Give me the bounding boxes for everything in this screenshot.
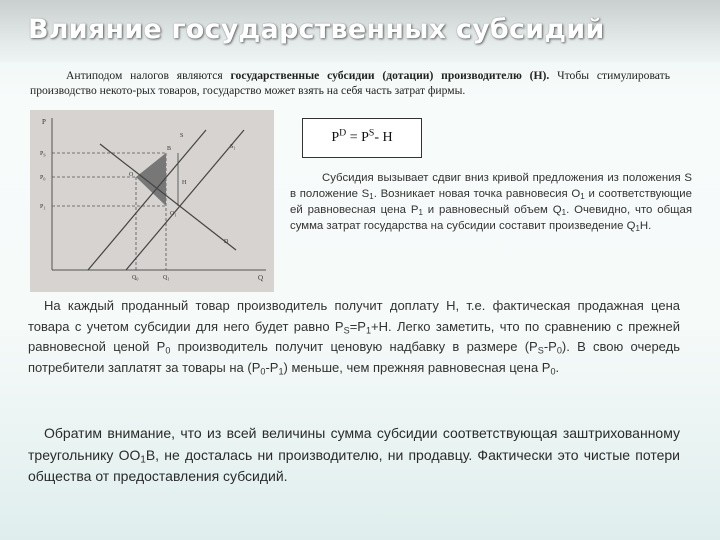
label-b: B [167,146,172,152]
label-h: H [182,180,187,186]
label-s1: $S_1$ [230,144,236,151]
slide-title: Влияние государственных субсидий [28,14,605,45]
subsidy-price-paragraph: На каждый проданный товар производитель получит доплату H, т.е. фактическая продажная цена товара с учетом субсидии для него будет равно $P_S=P_1+H$. Легко заметить, что по сравнению с прежней равновесной ценой $P_0$ производитель получит ценовую надбавку в размере $(P_S-P_0)$. В свою очередь потребители заплатят за товары на $(P_0-P_1)$ меньше, чем прежняя равновесная цена $P_0$. [28,298,680,376]
intro-text-2: Чтобы стимулировать производство некото-рых товаров, государство может взять на себя часть затрат фирмы. [30,69,671,97]
intro-text-1: Антиподом налогов являются [66,69,231,82]
label-p0: $P_0$ [40,175,46,182]
intro-bold-text: государственные субсидии (дотации) производителю (Н). [230,69,550,82]
intro-paragraph [30,68,670,98]
label-s: S [180,133,184,139]
label-ps: $P_S$ [40,151,46,158]
label-p: P [42,118,46,126]
title-bar [0,0,720,62]
formula-text: $P^D = P^S-$ H [331,127,393,145]
label-d: D [224,239,229,245]
formula-box [302,118,422,158]
label-q: Q [258,274,264,282]
label-p1: $P_1$ [40,204,46,211]
label-o1: $O_1$ [170,211,177,218]
description-paragraph: Субсидия вызывает сдвиг вниз кривой предложения из положения S в положение $S_1$. Возникает новая точка равновесия $O_1$ и соответствующие ей равновесная цена $P_1$ и равновесный объем $Q_1$. Очевидно, что общая сумма затрат государства на субсидии составит произведение $Q_1H$. [290,172,692,233]
label-o: O [129,172,134,178]
deadweight-loss-paragraph: Обратим внимание, что из всей величины сумма субсидии соответствующая заштрихованному треугольнику $OO_1B$, не досталась ни производителю, ни продавцу. Фактически это чистые потери общества от предоставления субсидий. [28,425,680,484]
label-q1: $Q_1$ [163,275,170,282]
label-q0: $Q_0$ [132,275,139,282]
subsidy-graph [30,110,274,292]
subsidy-graph-svg [30,110,274,292]
